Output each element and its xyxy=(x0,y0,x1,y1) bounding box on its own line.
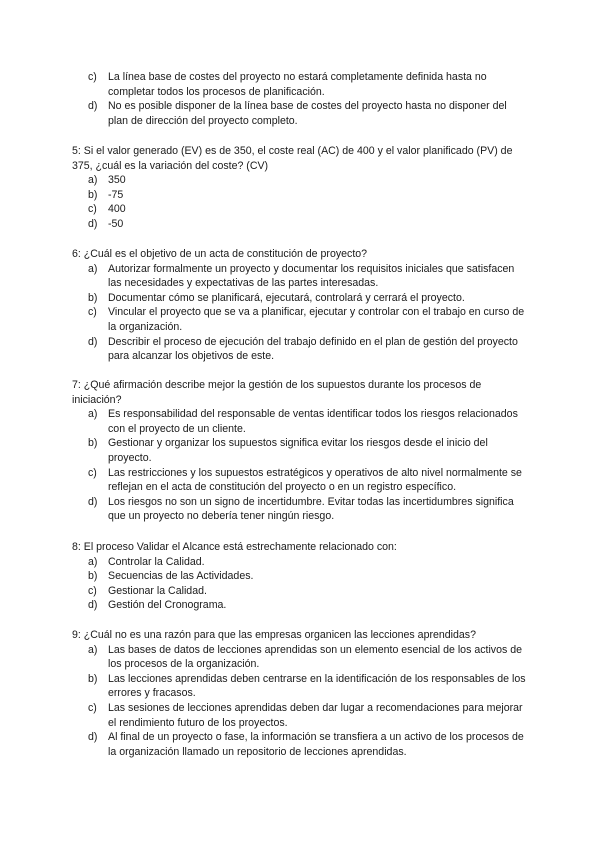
option-text: -50 xyxy=(108,217,124,230)
option-label: c) xyxy=(88,584,97,597)
question-9 xyxy=(0,628,600,759)
intro-options xyxy=(0,70,600,128)
option xyxy=(0,202,528,217)
option-text: Controlar la Calidad. xyxy=(108,555,205,568)
option-label: d) xyxy=(88,335,98,348)
option xyxy=(0,701,528,730)
option xyxy=(0,584,528,599)
option-text: Documentar cómo se planificará, ejecutará, controlará y cerrará el proyecto. xyxy=(108,291,465,304)
question-5 xyxy=(0,144,600,232)
option-text: 400 xyxy=(108,203,126,216)
option-label: a) xyxy=(88,643,98,656)
option xyxy=(0,407,528,436)
option xyxy=(0,262,528,291)
option-text: No es posible disponer de la línea base de costes del proyecto hasta no disponer del plan de dirección del proyecto completo. xyxy=(108,100,507,127)
option-text: Gestionar y organizar los supuestos significa evitar los riesgos desde el inicio del proyecto. xyxy=(108,437,488,464)
option xyxy=(0,466,528,495)
option-text: Las lecciones aprendidas deben centrarse en la identificación de los responsables de los errores y fracasos. xyxy=(108,672,526,700)
option-text: Las restricciones y los supuestos estratégicos y operativos de alto nivel normalmente se reflejan en el acta de constitución del proyecto o en un registro específico. xyxy=(108,466,522,494)
option xyxy=(0,188,528,203)
question-text: 8: El proceso Validar el Alcance está estrechamente relacionado con: xyxy=(72,541,397,553)
option-label: a) xyxy=(88,174,98,187)
option-label: c) xyxy=(88,71,97,83)
option xyxy=(0,173,528,188)
option-label: a) xyxy=(88,262,98,275)
option xyxy=(0,436,528,465)
question-text: 7: ¿Qué afirmación describe mejor la gestión de los supuestos durante los procesos de iniciación? xyxy=(72,379,482,406)
option xyxy=(0,495,528,524)
option-label: d) xyxy=(88,217,98,230)
option xyxy=(0,598,528,613)
option-label: c) xyxy=(88,466,97,479)
option xyxy=(0,70,528,99)
option-text: Gestionar la Calidad. xyxy=(108,584,207,597)
question-6 xyxy=(0,247,600,364)
option-label: b) xyxy=(88,188,98,201)
question-text: 9: ¿Cuál no es una razón para que las empresas organicen las lecciones aprendidas? xyxy=(72,629,476,641)
option-label: b) xyxy=(88,291,98,304)
question-text: 5: Si el valor generado (EV) es de 350, el coste real (AC) de 400 y el valor planificado (PV) de 375, ¿cuál es la variación del coste? (CV) xyxy=(72,145,513,172)
option-text: Las sesiones de lecciones aprendidas deben dar lugar a recomendaciones para mejorar el rendimiento futuro de los proyectos. xyxy=(108,701,523,729)
option xyxy=(0,643,528,672)
option xyxy=(0,569,528,584)
option-text: Los riesgos no son un signo de incertidumbre. Evitar todas las incertidumbres significa que un proyecto no debería tener ningún riesgo. xyxy=(108,495,514,523)
option-label: d) xyxy=(88,100,98,113)
option-text: Vincular el proyecto que se va a planificar, ejecutar y controlar con el trabajo en curso de la organización. xyxy=(108,306,525,333)
option-label: a) xyxy=(88,555,98,568)
option-text: Es responsabilidad del responsable de ventas identificar todos los riesgos relacionados con el proyecto de un cliente. xyxy=(108,408,518,435)
option-text: Secuencias de las Actividades. xyxy=(108,570,254,583)
option-text: -75 xyxy=(108,188,124,201)
question-8 xyxy=(0,540,600,613)
option xyxy=(0,99,528,128)
question-7 xyxy=(0,378,600,524)
option-text: 350 xyxy=(108,174,126,187)
option xyxy=(0,555,528,570)
option-label: c) xyxy=(88,701,97,714)
option-text: Autorizar formalmente un proyecto y documentar los requisitos iniciales que satisfacen las necesidades y expectativas de las partes interesadas. xyxy=(108,262,515,290)
option-label: b) xyxy=(88,570,98,583)
option-label: b) xyxy=(88,672,98,685)
option-label: c) xyxy=(88,306,97,319)
option-label: d) xyxy=(88,599,98,612)
question-text: 6: ¿Cuál es el objetivo de un acta de constitución de proyecto? xyxy=(72,248,368,260)
option-text: La línea base de costes del proyecto no estará completamente definida hasta no completar todos los procesos de planificación. xyxy=(108,71,487,98)
option-text: Describir el proceso de ejecución del trabajo definido en el plan de gestión del proyecto para alcanzar los objetivos de este. xyxy=(108,335,518,363)
option xyxy=(0,730,528,759)
option-label: c) xyxy=(88,203,97,216)
option-label: a) xyxy=(88,408,98,421)
option-text: Las bases de datos de lecciones aprendidas son un elemento esencial de los activos de los procesos de la organización. xyxy=(108,643,523,671)
option xyxy=(0,672,528,701)
option-label: d) xyxy=(88,731,98,744)
option xyxy=(0,335,528,364)
option xyxy=(0,305,528,334)
option xyxy=(0,217,528,232)
option-text: Gestión del Cronograma. xyxy=(108,599,227,612)
option-label: b) xyxy=(88,437,98,450)
option-text: Al final de un proyecto o fase, la información se transfiera a un activo de los procesos de la organización llamado un repositorio de lecciones aprendidas. xyxy=(108,731,524,758)
option xyxy=(0,291,528,306)
option-label: d) xyxy=(88,495,98,508)
